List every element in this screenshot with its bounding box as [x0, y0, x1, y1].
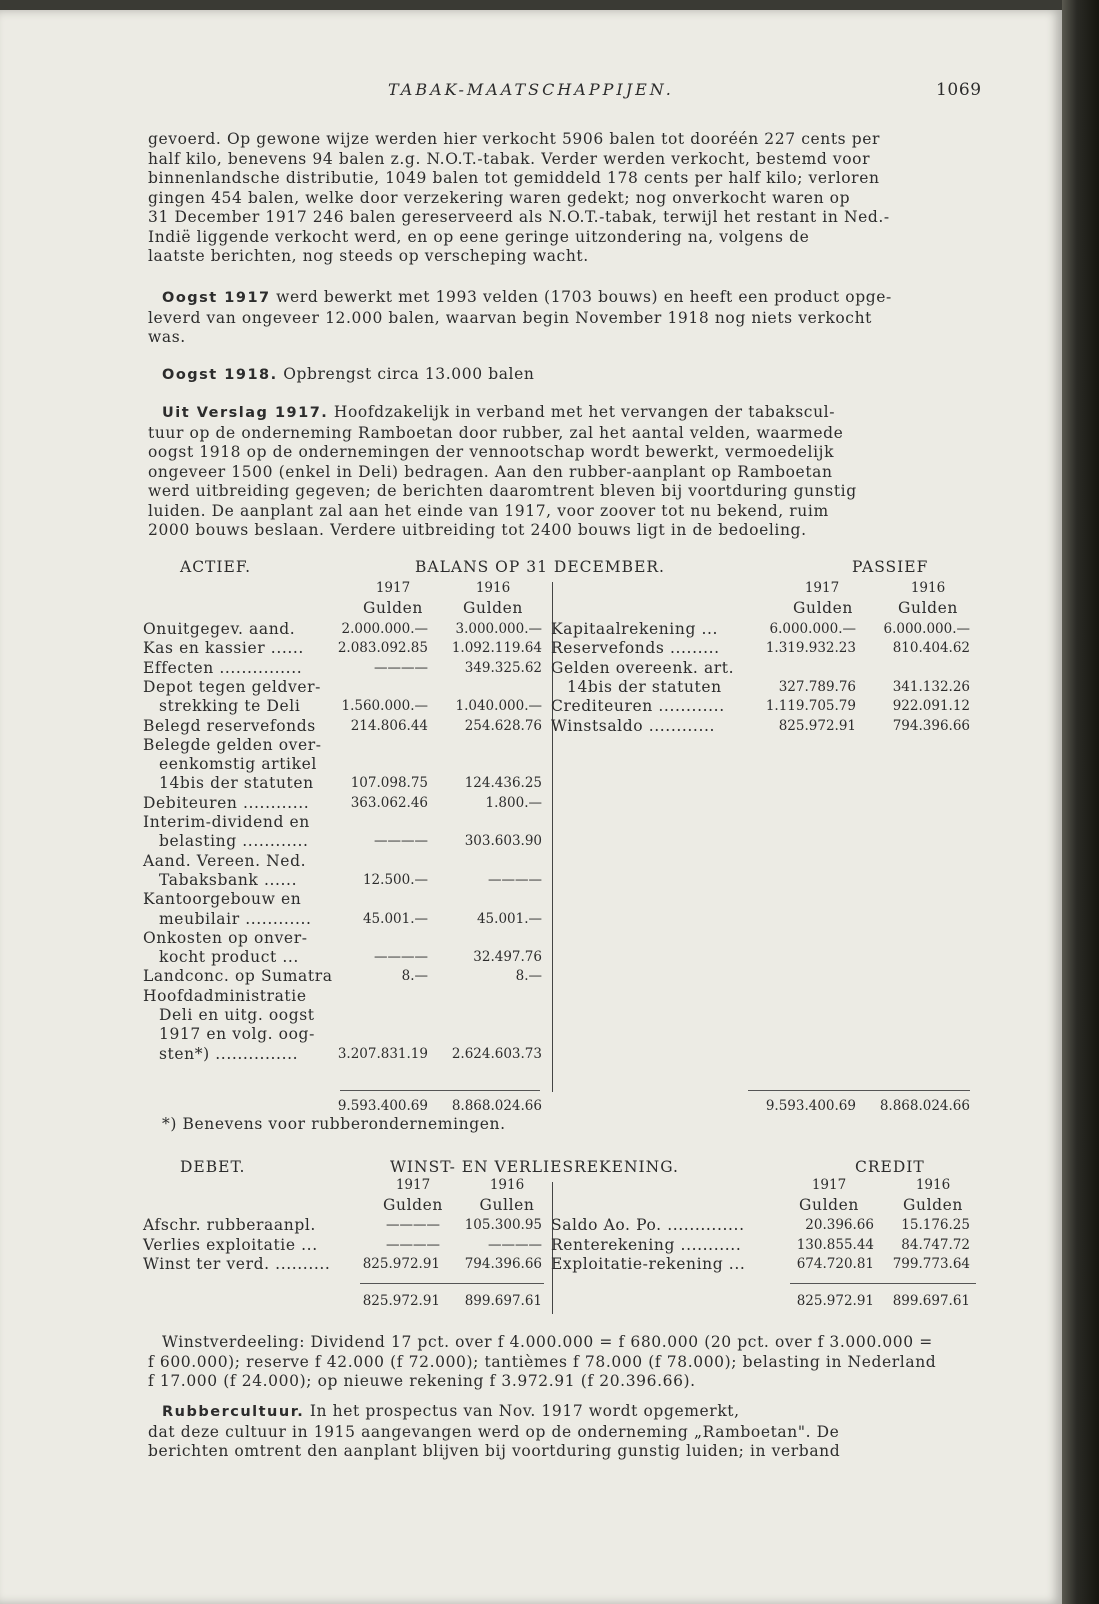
asset-row-label: Kas en kassier ...... [143, 639, 304, 658]
oogst-1918-paragraph [148, 365, 978, 386]
debit-row-value-1917: ———— [386, 1236, 440, 1253]
debit-row-label: Winst ter verd. .......... [143, 1255, 331, 1273]
liab-total-1917: 9.593.400.69 [765, 1098, 856, 1114]
pl-title: WINST- EN VERLIESREKENING. [390, 1158, 679, 1176]
liability-row-label: Reservefonds ......... [551, 639, 720, 658]
section-heading: Rubbercultuur. [162, 1404, 305, 1420]
liability-row-value-1917: 6.000.000.— [769, 621, 856, 637]
asset-row-label: Onkosten op onver- [143, 928, 308, 947]
liability-row-value-1917: 1.319.932.23 [765, 640, 856, 657]
asset-row-label: Effecten ............... [143, 658, 303, 677]
asset-row-value-1917: ———— [374, 949, 428, 966]
credit-total-1916: 899.697.61 [892, 1293, 970, 1309]
asset-row-label: Onuitgegev. aand. [143, 620, 296, 638]
assets-unit-1916: Gulden [463, 599, 523, 617]
assets-year-1916: 1916 [475, 580, 511, 596]
credit-total-rule [790, 1283, 976, 1284]
balance-title: BALANS OP 31 DECEMBER. [415, 558, 665, 576]
text-line: Winstverdeeling: Dividend 17 pct. over f 4.000.000 = f 680.000 (20 pct. over f 3.000.000 = [162, 1333, 933, 1351]
asset-row-label: Deli en uitg. oogst [159, 1006, 315, 1024]
assets-unit-1917: Gulden [363, 599, 423, 617]
text-line: oogst 1918 op de ondernemingen der vennootschap wordt bewerkt, vermoedelijk [148, 443, 835, 461]
page-number: 1069 [936, 80, 982, 100]
text-line: leverd van ongeveer 12.000 balen, waarvan begin November 1918 nog niets verkocht [148, 308, 872, 327]
debit-year-1916: 1916 [489, 1177, 525, 1193]
asset-row-value-1916: 2.624.603.73 [451, 1045, 542, 1062]
asset-row-value-1916: 3.000.000.— [455, 621, 542, 637]
asset-row-value-1917: 363.062.46 [350, 794, 428, 811]
asset-row-label: strekking te Deli [159, 697, 301, 716]
liability-row-label: Crediteuren ............ [551, 697, 725, 716]
credit-row-value-1916: 15.176.25 [901, 1217, 970, 1233]
asset-row-value-1917: 12.500.— [362, 871, 428, 888]
liability-row-label: Kapitaalrekening ... [551, 620, 719, 638]
debit-row-label: Afschr. rubberaanpl. [143, 1216, 316, 1234]
credit-row-label: Saldo Ao. Po. .............. [551, 1216, 745, 1234]
debit-row-label: Verlies exploitatie ... [143, 1235, 318, 1254]
text-line: Opbrengst circa 13.000 balen [283, 365, 535, 383]
balance-footnote: *) Benevens voor rubberondernemingen. [162, 1115, 506, 1133]
text-line: tuur op de onderneming Ramboetan door rubber, zal het aantal velden, waarmede [148, 423, 844, 442]
asset-row-label: 14bis der statuten [159, 774, 314, 793]
scan-top-edge [0, 0, 1062, 10]
asset-row-value-1916: 45.001.— [476, 910, 542, 927]
liability-row-value-1917: 1.119.705.79 [765, 698, 856, 715]
asset-row-label: Depot tegen geldver- [143, 677, 321, 696]
credit-year-1917: 1917 [811, 1177, 847, 1193]
asset-row-label: Belegd reservefonds [143, 716, 316, 735]
text-line: f 600.000); reserve f 42.000 (f 72.000); tantièmes f 78.000 (f 78.000); belasting in Nederland [148, 1352, 937, 1371]
asset-row-value-1916: 8.— [515, 968, 542, 985]
liability-row-value-1917: 825.972.91 [778, 717, 856, 734]
assets-year-1917: 1917 [375, 580, 411, 596]
liability-row-value-1916: 810.404.62 [892, 640, 970, 657]
asset-row-value-1917: 2.000.000.— [341, 621, 428, 637]
section-heading: Uit Verslag 1917. [162, 405, 329, 421]
text-line: was. [148, 328, 186, 346]
credit-total-1917: 825.972.91 [796, 1293, 874, 1309]
asset-row-value-1916: 124.436.25 [464, 775, 542, 792]
asset-row-value-1917: 1.560.000.— [341, 698, 428, 715]
text-line: werd bewerkt met 1993 velden (1703 bouws) en heeft een product opge- [276, 288, 892, 306]
asset-row-label: sten*) ............... [159, 1044, 299, 1063]
liab-total-rule [748, 1090, 970, 1091]
text-line: f 17.000 (f 24.000); op nieuwe rekening f 3.972.91 (f 20.396.66). [148, 1372, 696, 1390]
section-heading: Oogst 1917 [162, 290, 271, 306]
asset-row-label: Aand. Vereen. Ned. [143, 851, 307, 870]
assets-total-rule [340, 1090, 540, 1091]
asset-row-label: Debiteuren ............ [143, 793, 310, 812]
text-line: Hoofdzakelijk in verband met het vervangen der tabakscul- [333, 403, 836, 421]
text-line: binnenlandsche distributie, 1049 balen tot gemiddeld 178 cents per half kilo; verloren [148, 169, 880, 187]
text-line: 31 December 1917 246 balen gereserveerd als N.O.T.-tabak, terwijl het restant in Ned.- [148, 208, 890, 226]
asset-row-value-1916: 32.497.76 [473, 949, 542, 966]
credit-row-value-1916: 84.747.72 [901, 1236, 970, 1253]
text-line: dat deze cultuur in 1915 aangevangen werd op de onderneming „Ramboetan". De [148, 1422, 840, 1441]
debit-unit-1916: Gullen [479, 1196, 535, 1214]
oogst-1917-paragraph [148, 288, 978, 348]
credit-row-value-1917: 674.720.81 [796, 1256, 874, 1272]
asset-row-label: Belegde gelden over- [143, 735, 322, 754]
debit-total-1916: 899.697.61 [464, 1293, 542, 1309]
asset-row-value-1917: 45.001.— [362, 910, 428, 927]
liability-row-label: 14bis der statuten [567, 677, 722, 696]
asset-row-label: 1917 en volg. oog- [159, 1025, 315, 1044]
asset-row-value-1916: 1.800.— [485, 794, 542, 811]
credit-row-value-1917: 130.855.44 [796, 1236, 874, 1253]
asset-row-value-1916: 349.325.62 [464, 659, 542, 676]
credit-unit-1917: Gulden [799, 1196, 859, 1214]
debit-total-rule [360, 1283, 544, 1284]
text-line: laatste berichten, nog steeds op verscheping wacht. [148, 247, 589, 265]
liability-row-value-1916: 6.000.000.— [883, 621, 970, 637]
liab-year-1917: 1917 [804, 580, 840, 596]
credit-row-value-1916: 799.773.64 [892, 1256, 970, 1272]
pl-left-heading: DEBET. [180, 1158, 246, 1176]
asset-row-label: Interim-dividend en [143, 813, 310, 831]
debit-row-value-1916: ———— [488, 1236, 542, 1253]
asset-row-label: Kantoorgebouw en [143, 890, 302, 909]
liability-row-label: Winstsaldo ............ [551, 716, 716, 735]
asset-row-label: meubilair ............ [159, 909, 312, 928]
section-heading: Oogst 1918. [162, 367, 278, 383]
asset-row-value-1916: 1.092.119.64 [451, 640, 542, 657]
intro-paragraph [148, 130, 978, 267]
text-line: In het prospectus van Nov. 1917 wordt opgemerkt, [309, 1402, 740, 1420]
text-line: Indië liggende verkocht werd, en op eene geringe uitzondering na, volgens de [148, 227, 810, 246]
debit-year-1917: 1917 [395, 1177, 431, 1193]
balance-left-heading: ACTIEF. [180, 558, 252, 576]
asset-row-label: belasting ............ [159, 832, 309, 851]
asset-row-value-1917: ———— [374, 659, 428, 676]
asset-row-value-1917: ———— [374, 833, 428, 850]
liab-unit-1917: Gulden [793, 599, 853, 617]
liab-total-1916: 8.868.024.66 [879, 1098, 970, 1114]
balance-right-heading: PASSIEF [852, 558, 929, 576]
asset-row-value-1916: ———— [488, 871, 542, 888]
debit-total-1917: 825.972.91 [362, 1293, 440, 1309]
credit-year-1916: 1916 [915, 1177, 951, 1193]
text-line: werd uitbreiding gegeven; de berichten daaromtrent bleven bij voortduring gunstig [148, 482, 857, 500]
credit-row-label: Exploitatie-rekening ... [551, 1255, 746, 1273]
assets-total-1917: 9.593.400.69 [337, 1098, 428, 1114]
debit-row-value-1916: 794.396.66 [464, 1256, 542, 1272]
book-page [0, 10, 1062, 1604]
credit-row-label: Renterekening ........... [551, 1235, 742, 1254]
rubbercultuur-paragraph [148, 1402, 978, 1462]
liability-row-value-1916: 922.091.12 [892, 698, 970, 715]
text-line: gevoerd. Op gewone wijze werden hier verkocht 5906 balen tot dooréén 227 cents per [148, 130, 881, 148]
verslag-paragraph [148, 403, 978, 541]
liab-unit-1916: Gulden [898, 599, 958, 617]
credit-unit-1916: Gulden [903, 1196, 963, 1214]
asset-row-value-1917: 8.— [401, 968, 428, 985]
credit-row-value-1917: 20.396.66 [805, 1217, 874, 1233]
text-line: ongeveer 1500 (enkel in Deli) bedragen. Aan den rubber-aanplant op Ramboetan [148, 462, 833, 481]
text-line: gingen 454 balen, welke door verzekering waren gedekt; nog onverkocht waren op [148, 188, 851, 207]
asset-row-value-1917: 2.083.092.85 [337, 640, 428, 657]
debit-row-value-1917: ———— [386, 1217, 440, 1233]
asset-row-value-1916: 303.603.90 [464, 833, 542, 850]
assets-total-1916: 8.868.024.66 [451, 1098, 542, 1114]
pl-right-heading: CREDIT [855, 1158, 925, 1176]
debit-row-value-1916: 105.300.95 [464, 1217, 542, 1233]
header-title: TABAK-MAATSCHAPPIJEN. [388, 80, 674, 99]
book-spine [1062, 0, 1099, 1604]
asset-row-label: eenkomstig artikel [159, 755, 317, 774]
asset-row-value-1917: 107.098.75 [350, 775, 428, 792]
text-line: half kilo, benevens 94 balen z.g. N.O.T.-tabak. Verder werden verkocht, bestemd voor [148, 149, 871, 168]
text-line: luiden. De aanplant zal aan het einde van 1917, voor zoover tot nu bekend, ruim [148, 501, 829, 520]
asset-row-label: kocht product ... [159, 948, 299, 967]
asset-row-value-1916: 1.040.000.— [455, 698, 542, 715]
winstverdeeling-paragraph [148, 1333, 978, 1392]
asset-row-label: Hoofdadministratie [143, 986, 307, 1005]
liability-row-value-1916: 341.132.26 [892, 678, 970, 695]
liability-row-label: Gelden overeenk. art. [551, 658, 735, 677]
liab-year-1916: 1916 [910, 580, 946, 596]
debit-unit-1917: Gulden [383, 1196, 443, 1214]
asset-row-label: Tabaksbank ...... [159, 870, 298, 889]
asset-row-label: Landconc. op Sumatra [143, 967, 333, 986]
asset-row-value-1917: 3.207.831.19 [337, 1045, 428, 1062]
text-line: 2000 bouws beslaan. Verdere uitbreiding tot 2400 bouws ligt in de bedoeling. [148, 521, 807, 539]
text-line: berichten omtrent den aanplant blijven bij voortduring gunstig luiden; in verband [148, 1442, 841, 1460]
liability-row-value-1917: 327.789.76 [778, 678, 856, 695]
liability-row-value-1916: 794.396.66 [892, 717, 970, 734]
debit-row-value-1917: 825.972.91 [362, 1256, 440, 1272]
asset-row-value-1917: 214.806.44 [350, 717, 428, 734]
asset-row-value-1916: 254.628.76 [464, 717, 542, 734]
